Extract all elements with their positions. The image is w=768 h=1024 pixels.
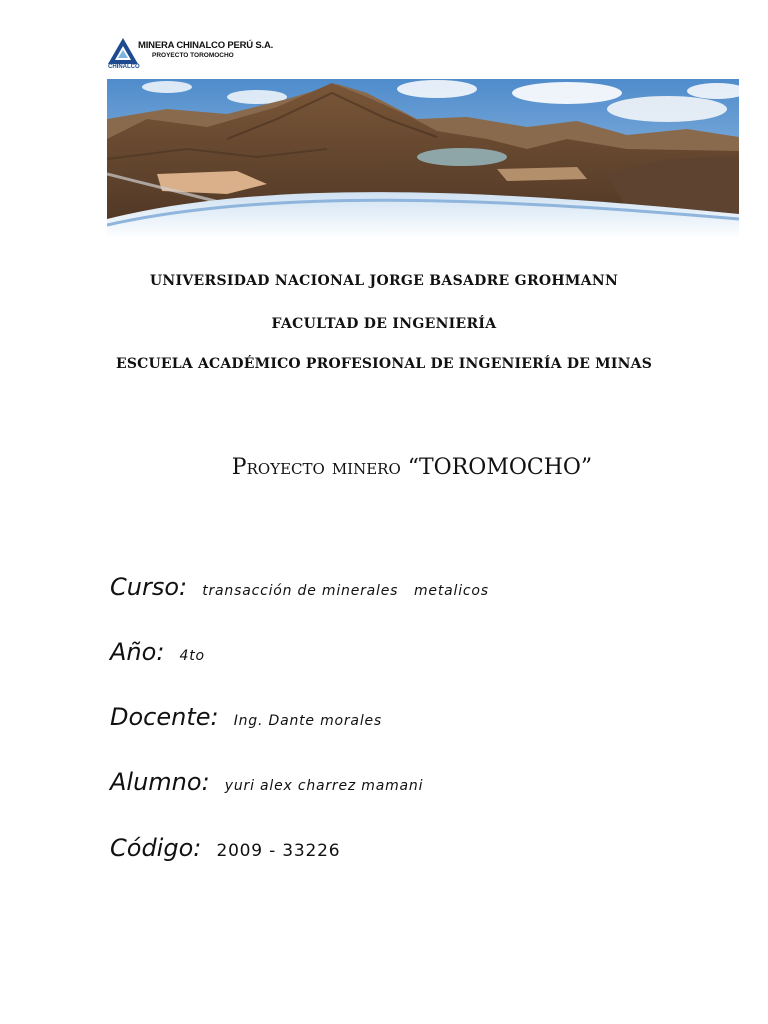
school-name: ESCUELA ACADÉMICO PROFESIONAL DE INGENIERÍA DE MINAS (115, 356, 652, 372)
field-anio (110, 638, 205, 666)
curso-value: transacción de minerales metalicos (202, 583, 489, 599)
logo-brand-name: CHINALCO (108, 64, 140, 70)
codigo-label: Código: (110, 834, 202, 862)
logo-project-name: PROYECTO TOROMOCHO (152, 52, 234, 59)
chinalco-logo (106, 36, 274, 76)
anio-label: Año: (110, 638, 165, 666)
mining-landscape-photo-icon (107, 79, 739, 239)
logo-company-name: MINERA CHINALCO PERÚ S.A. (138, 40, 274, 51)
field-docente (110, 703, 382, 731)
codigo-value: 2009 - 33226 (216, 841, 341, 861)
mining-landscape-banner (107, 79, 739, 239)
docente-label: Docente: (110, 703, 219, 731)
alumno-label: Alumno: (110, 768, 210, 796)
alumno-value: yuri alex charrez mamani (224, 778, 424, 794)
university-name: UNIVERSIDAD NACIONAL JORGE BASADRE GROHMANN (149, 273, 619, 289)
project-title: Proyecto minero “TOROMOCHO” (231, 455, 593, 480)
field-curso (110, 573, 489, 601)
anio-value: 4to (179, 648, 205, 664)
faculty-name: FACULTAD DE INGENIERÍA (271, 316, 497, 332)
docente-value: Ing. Dante morales (233, 713, 383, 729)
curso-label: Curso: (110, 573, 188, 601)
field-codigo (110, 834, 340, 862)
field-alumno (110, 768, 423, 796)
